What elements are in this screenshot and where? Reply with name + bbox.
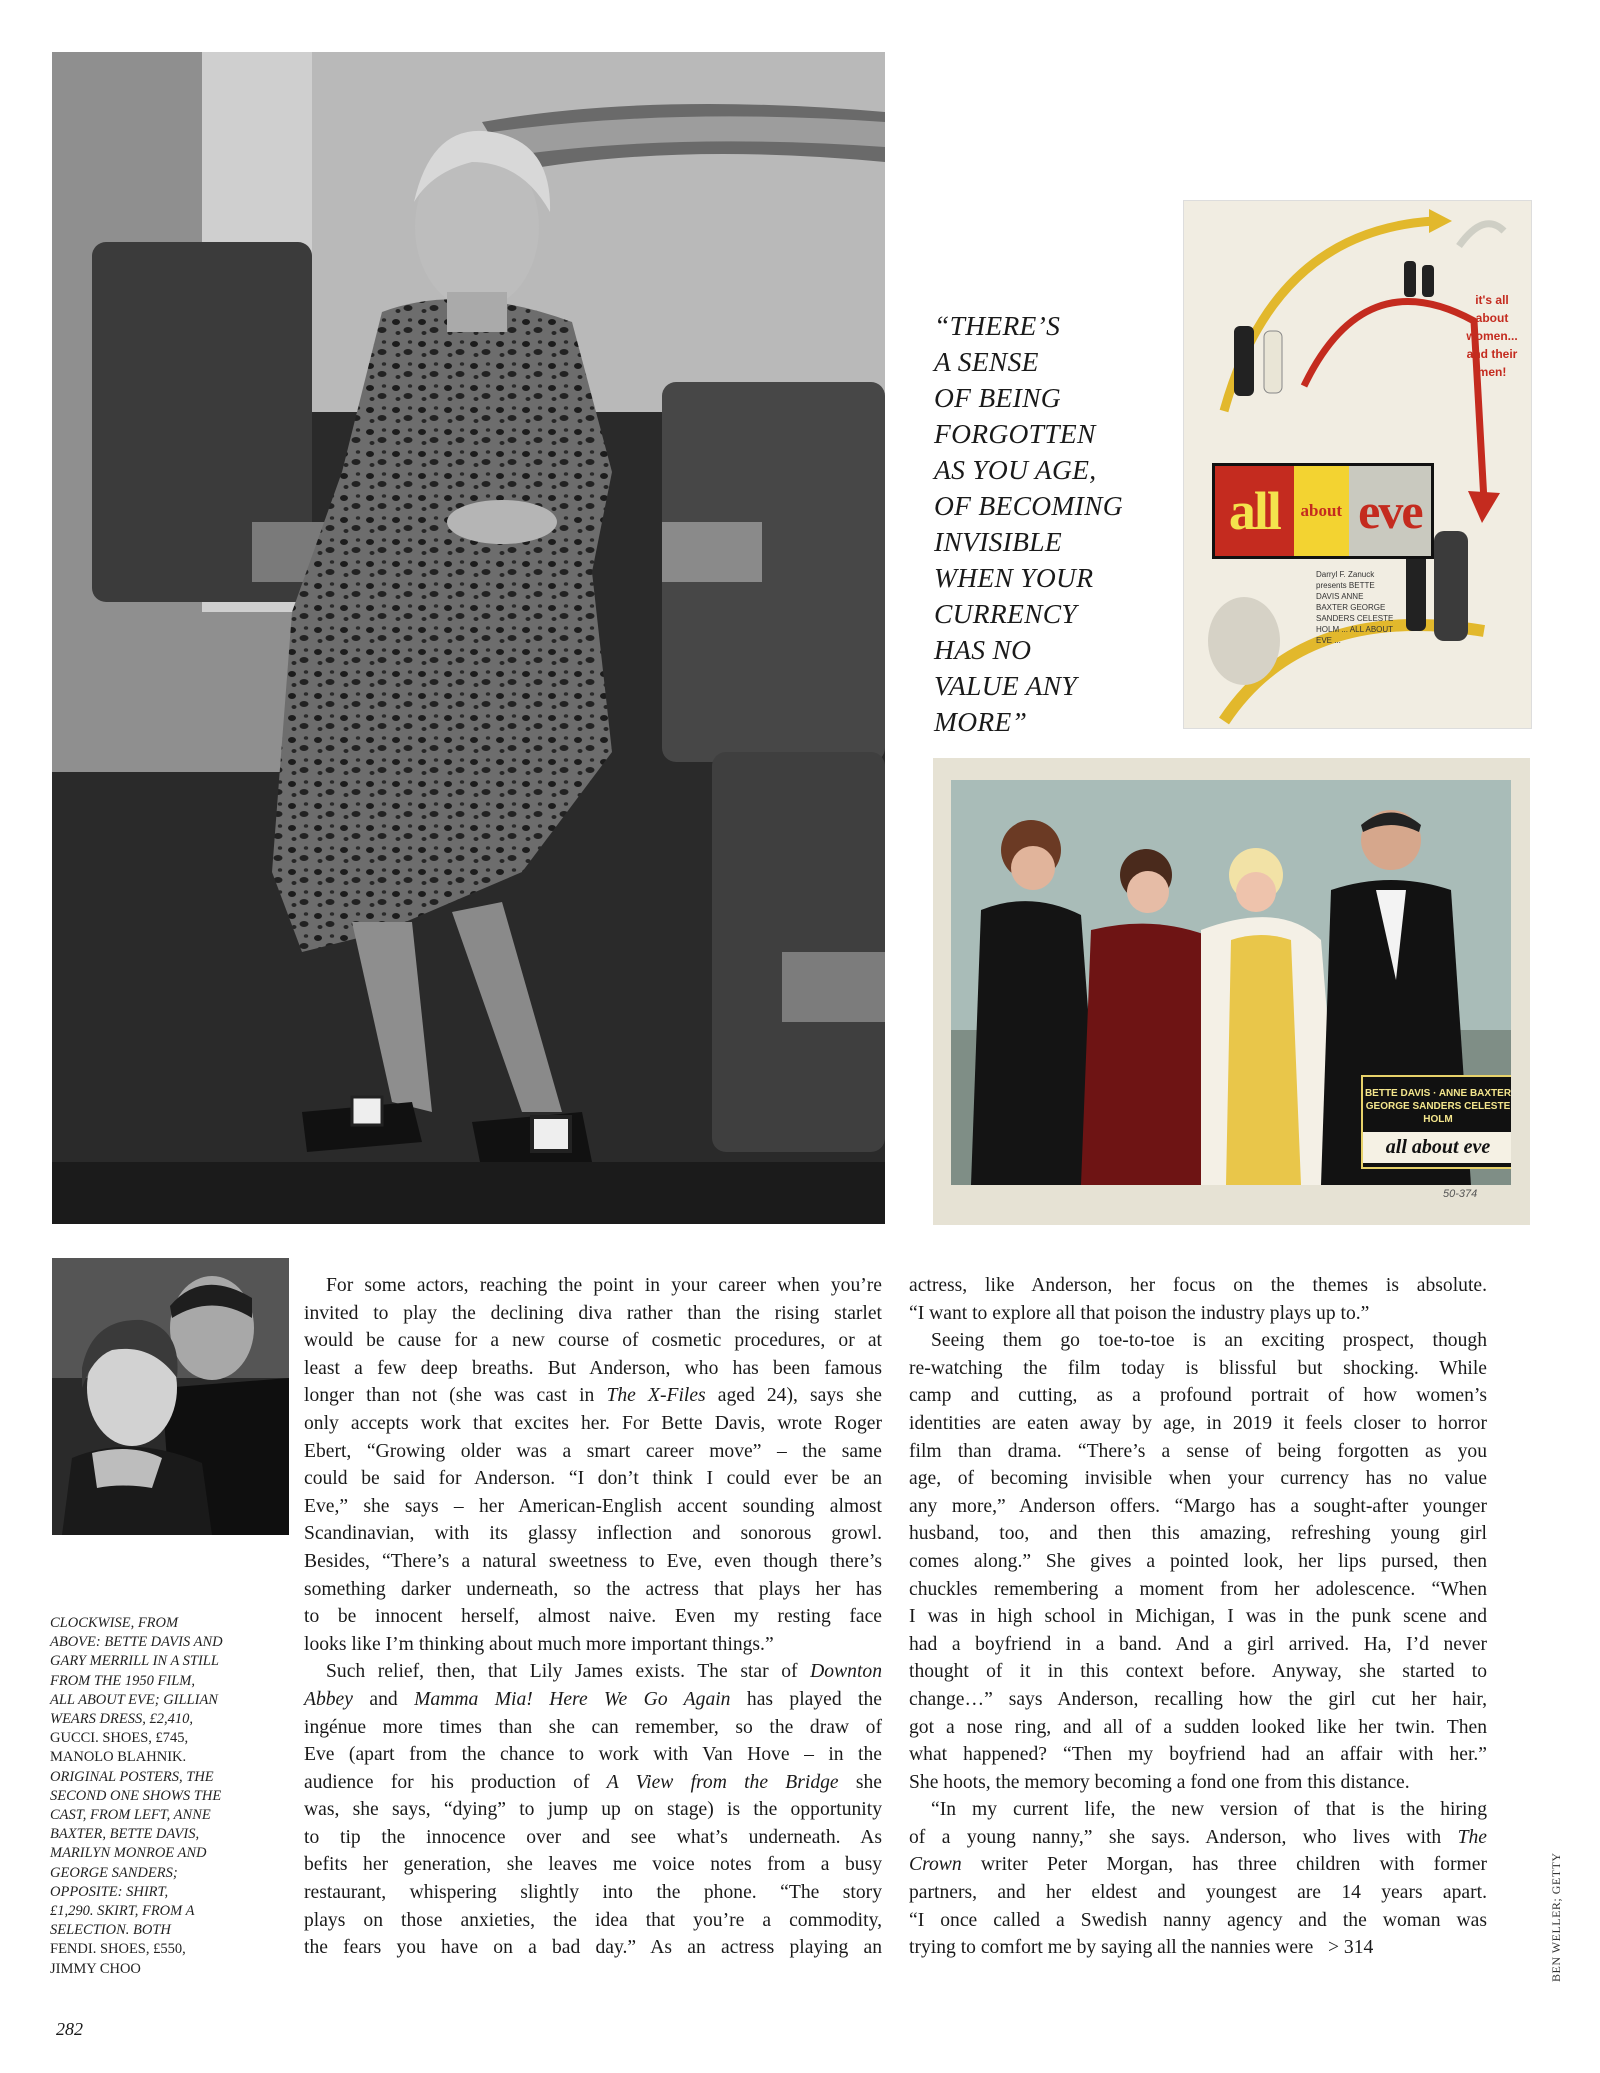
body-text-line: I was in high school in Michigan, I was in the punk scene and — [909, 1606, 1487, 1628]
body-text-line: only accepts work that excites her. For Bette Davis, wrote Roger — [304, 1412, 882, 1434]
body-text-line: identities are eaten away by age, in 2019 it feels closer to horror — [909, 1412, 1487, 1434]
body-text-line: change…” says Anderson, recalling how the girl cut her hair, — [909, 1688, 1487, 1710]
caption-line: OPPOSITE: SHIRT, — [50, 1883, 169, 1900]
caption-line: MARILYN MONROE AND — [50, 1845, 207, 1862]
pull-quote-line: OF BEING — [934, 382, 1061, 413]
main-photo — [52, 52, 885, 1224]
body-text-line: Scandinavian, with its glassy inflection and sonorous growl. — [304, 1523, 882, 1545]
lobby-card-still — [951, 780, 1511, 1185]
caption-line: FENDI. SHOES, £550, — [50, 1941, 186, 1958]
lobby-card — [933, 758, 1530, 1225]
caption-line: JIMMY CHOO — [50, 1960, 141, 1977]
page-number: 282 — [56, 2019, 83, 2039]
body-text-line: got a nose ring, and all of a sudden looked like her twin. Then — [909, 1716, 1487, 1738]
photo-caption — [50, 1614, 295, 1979]
pull-quote-line: CURRENCY — [934, 598, 1077, 629]
small-photo-illustration — [52, 1258, 289, 1535]
body-text-line: looks like I’m thinking about much more important things.” — [304, 1633, 774, 1655]
caption-line: WEARS DRESS, £2,410, — [50, 1711, 193, 1728]
body-text-line: Crown writer Peter Morgan, has three children with former — [909, 1854, 1487, 1876]
pull-quote-line: FORGOTTEN — [934, 418, 1096, 449]
body-text-line: “In my current life, the new version of that is the hiring — [931, 1799, 1487, 1821]
body-text-line: husband, too, and then this amazing, refreshing young girl — [909, 1523, 1487, 1545]
caption-line: GUCCI. SHOES, £745, — [50, 1730, 189, 1747]
body-text-line: Eve (apart from the chance to work with Van Hove – in the — [304, 1744, 882, 1766]
body-text-line: something darker underneath, so the actress that plays her has — [304, 1578, 882, 1600]
caption-line: BAXTER, BETTE DAVIS, — [50, 1826, 200, 1843]
poster-tagline: it's all about women... and their men! — [1466, 293, 1518, 379]
caption-line: ALL ABOUT EVE; GILLIAN — [50, 1691, 218, 1708]
body-text-line: audience for his production of A View from the Bridge she — [304, 1771, 882, 1793]
caption-line: FROM THE 1950 FILM, — [50, 1672, 195, 1689]
body-text-line: “I once called a Swedish nanny agency and the woman was — [909, 1909, 1487, 1931]
body-text-line: chuckles remembering a moment from her adolescence. “When — [909, 1578, 1487, 1600]
body-text-line: trying to comfort me by saying all the nannies were > 314 — [909, 1937, 1374, 1959]
body-text-line: Ebert, “Growing older was a smart career move” – the same — [304, 1440, 882, 1462]
body-text-line: Eve,” she says – her American-English accent sounding almost — [304, 1495, 882, 1517]
body-text-line: was, she says, “dying” to jump up on stage) is the opportunity — [304, 1799, 882, 1821]
caption-line: £1,290. SKIRT, FROM A — [50, 1903, 195, 1920]
body-text-line: age, of becoming invisible when your currency has no value — [909, 1468, 1487, 1490]
pull-quote-line: HAS NO — [934, 634, 1032, 665]
pull-quote-line: “THERE’S — [934, 310, 1061, 341]
body-text-line: actress, like Anderson, her focus on the themes is absolute. — [909, 1275, 1487, 1296]
poster-title-eve: eve — [1349, 466, 1431, 556]
all-about-eve-poster — [1183, 200, 1532, 729]
body-text-line: Abbey and Mamma Mia! Here We Go Again has played the — [304, 1688, 882, 1710]
body-text-line: would be cause for a new course of cosmetic procedures, or at — [304, 1330, 882, 1352]
body-text-line: partners, and her eldest and youngest are 14 years apart. — [909, 1882, 1487, 1904]
photo-credit: BEN WELLER; GETTY — [1549, 1852, 1563, 1982]
pull-quote-line: WHEN YOUR — [934, 562, 1094, 593]
body-text-line: “I want to explore all that poison the industry plays up to.” — [909, 1302, 1370, 1324]
body-text-line: thought of it in this context before. Anyway, she started to — [909, 1661, 1487, 1683]
caption-line: GARY MERRILL IN A STILL — [50, 1653, 219, 1670]
body-text-line: ingénue more times than she can remember, so the draw of — [304, 1716, 882, 1738]
caption-line: GEORGE SANDERS; — [50, 1864, 178, 1881]
body-text-line: camp and cutting, as a profound portrait of how women’s — [909, 1385, 1487, 1407]
body-text-line: Seeing them go toe-to-toe is an exciting prospect, though — [931, 1330, 1487, 1352]
pull-quote-line: INVISIBLE — [934, 526, 1062, 557]
body-text-line: comes along.” She gives a pointed look, her lips pursed, then — [909, 1550, 1487, 1572]
body-text-line: to tip the innocence over and see what’s underneath. As — [304, 1826, 882, 1848]
caption-line: MANOLO BLAHNIK. — [50, 1749, 187, 1766]
bette-davis-gary-merrill-still — [52, 1258, 289, 1535]
body-text-line: For some actors, reaching the point in your career when you’re — [326, 1275, 882, 1296]
body-text-line: invited to play the declining diva rather than the rising starlet — [304, 1302, 882, 1324]
body-text-line: plays on those anxieties, the idea that you’re a commodity, — [304, 1909, 882, 1931]
pull-quote-line: VALUE ANY — [934, 670, 1078, 701]
caption-line: CLOCKWISE, FROM — [50, 1615, 179, 1631]
pull-quote-line: OF BECOMING — [934, 490, 1123, 521]
caption-line: ABOVE: BETTE DAVIS AND — [50, 1634, 223, 1651]
pull-quote-line: MORE” — [934, 706, 1028, 737]
lobby-card-title-box — [1361, 1075, 1511, 1169]
body-text-line: Such relief, then, that Lily James exists. The star of Downton — [326, 1661, 882, 1683]
body-text-line: had a boyfriend in a band. And a girl arrived. Ha, I’d never — [909, 1633, 1487, 1655]
poster-title-all: all — [1215, 466, 1294, 556]
main-photo-illustration — [52, 52, 885, 1224]
body-text-line: She hoots, the memory becoming a fond one from this distance. — [909, 1771, 1410, 1793]
body-text-line: re-watching the film today is blissful but shocking. While — [909, 1357, 1487, 1379]
poster-credits: Darryl F. Zanuck presents BETTE DAVIS ANNE BAXTER GEORGE SANDERS CELESTE HOLM ... ALL ABOUT EVE ... — [1316, 570, 1394, 645]
body-text-line: could be said for Anderson. “I don’t think I could ever be an — [304, 1468, 882, 1490]
caption-line: ORIGINAL POSTERS, THE — [50, 1768, 214, 1785]
body-column-2 — [909, 1272, 1487, 1962]
pull-quote-line: A SENSE — [934, 346, 1039, 377]
body-text-line: film than drama. “There’s a sense of being forgotten as you — [909, 1440, 1487, 1462]
body-text-line: the fears you have on a bad day.” As an actress playing an — [304, 1937, 882, 1959]
caption-line: SECOND ONE SHOWS THE — [50, 1787, 222, 1804]
body-text-line: to be innocent herself, almost naive. Even my resting face — [304, 1606, 882, 1628]
pull-quote-line: AS YOU AGE, — [934, 454, 1097, 485]
poster-title — [1212, 463, 1434, 559]
body-text-line: befits her generation, she leaves me voice notes from a busy — [304, 1854, 882, 1876]
caption-line: CAST, FROM LEFT, ANNE — [50, 1807, 211, 1824]
body-text-line: any more,” Anderson offers. “Margo has a sought-after younger — [909, 1495, 1487, 1517]
lobby-card-names: BETTE DAVIS · ANNE BAXTER GEORGE SANDERS CELESTE HOLM — [1364, 1088, 1511, 1125]
body-text-line: restaurant, whispering slightly into the phone. “The story — [304, 1882, 882, 1904]
body-text-line: least a few deep breaths. But Anderson, who has been famous — [304, 1357, 882, 1379]
body-text-line: longer than not (she was cast in The X-Files aged 24), says she — [304, 1385, 882, 1407]
caption-line: SELECTION. BOTH — [50, 1922, 171, 1939]
body-text-line: of a young nanny,” she says. Anderson, who lives with The — [909, 1826, 1487, 1848]
body-text-line: what happened? “Then my boyfriend had an affair with her.” — [909, 1744, 1487, 1766]
lobby-card-code: 50-374 — [1443, 1188, 1478, 1200]
pull-quote — [934, 308, 1174, 740]
poster-title-about: about — [1294, 466, 1349, 556]
lobby-card-title: all about eve — [1363, 1132, 1511, 1163]
body-text-line: Besides, “There’s a natural sweetness to Eve, even though there’s — [304, 1550, 882, 1572]
body-column-1 — [304, 1272, 882, 1962]
